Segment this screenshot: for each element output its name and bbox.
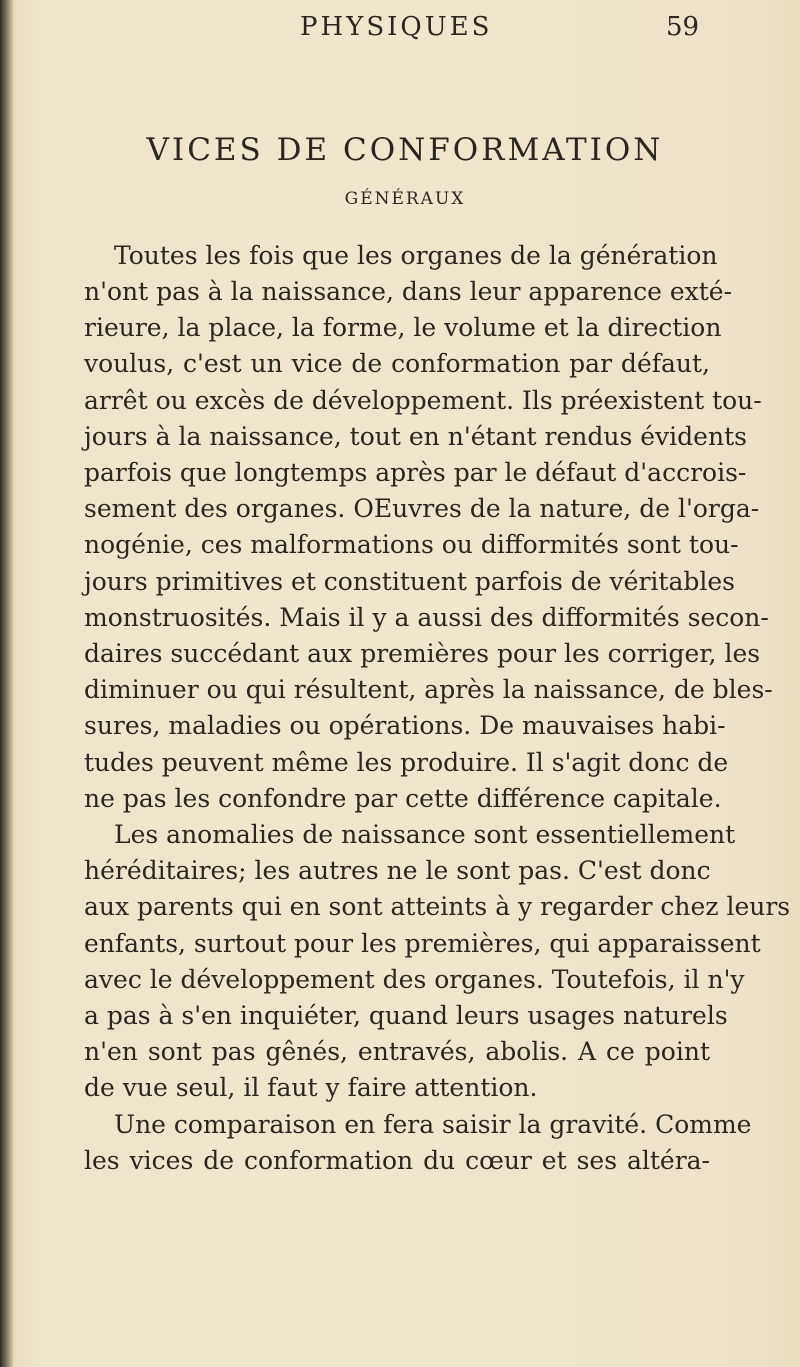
text-line: enfants, surtout pour les premières, qui apparaissent — [84, 929, 761, 958]
text-line: jours à la naissance, tout en n'étant rendus évidents — [84, 422, 747, 451]
text-line: daires succédant aux premières pour les corriger, les — [84, 639, 761, 668]
text-line: monstruosités. Mais il y a aussi des difformités secon- — [84, 603, 769, 632]
text-line: n'en sont pas gênés, entravés, abolis. A ce point — [84, 1037, 710, 1066]
text-line: héréditaires; les autres ne le sont pas. C'est donc — [84, 856, 711, 885]
text-line: diminuer ou qui résultent, après la naissance, de bles- — [84, 675, 773, 704]
chapter-subtitle: GÉNÉRAUX — [344, 189, 466, 209]
text-line: aux parents qui en sont atteints à y regarder chez leurs — [84, 892, 791, 921]
text-line: les vices de conformation du cœur et ses altéra- — [84, 1146, 710, 1175]
text-line: sures, maladies ou opérations. De mauvaises habi- — [84, 711, 726, 740]
text-line: de vue seul, il faut y faire attention. — [84, 1073, 538, 1102]
running-title: PHYSIQUES — [300, 12, 493, 42]
text-line: sement des organes. OEuvres de la nature, de l'orga- — [84, 494, 760, 523]
running-head — [0, 12, 800, 52]
page-number: 59 — [666, 12, 700, 42]
text-line: avec le développement des organes. Toutefois, il n'y — [84, 965, 745, 994]
text-line: voulus, c'est un vice de conformation par défaut, — [84, 349, 710, 378]
text-line: Une comparaison en fera saisir la gravité. Comme — [114, 1110, 752, 1139]
text-line: n'ont pas à la naissance, dans leur apparence exté- — [84, 277, 733, 306]
text-line: nogénie, ces malformations ou difformités sont tou- — [84, 530, 739, 559]
text-line: Les anomalies de naissance sont essentiellement — [114, 820, 736, 849]
text-line: Toutes les fois que les organes de la génération — [114, 241, 718, 270]
text-line: parfois que longtemps après par le défaut d'accrois- — [84, 458, 747, 487]
text-line: arrêt ou excès de développement. Ils préexistent tou- — [84, 386, 762, 415]
text-line: ne pas les confondre par cette différence capitale. — [84, 784, 722, 813]
text-line: a pas à s'en inquiéter, quand leurs usages naturels — [84, 1001, 728, 1030]
text-line: jours primitives et constituent parfois de véritables — [84, 567, 735, 596]
text-line: tudes peuvent même les produire. Il s'agit donc de — [84, 748, 729, 777]
text-line: rieure, la place, la forme, le volume et la direction — [84, 313, 722, 342]
chapter-title: VICES DE CONFORMATION — [146, 132, 664, 168]
